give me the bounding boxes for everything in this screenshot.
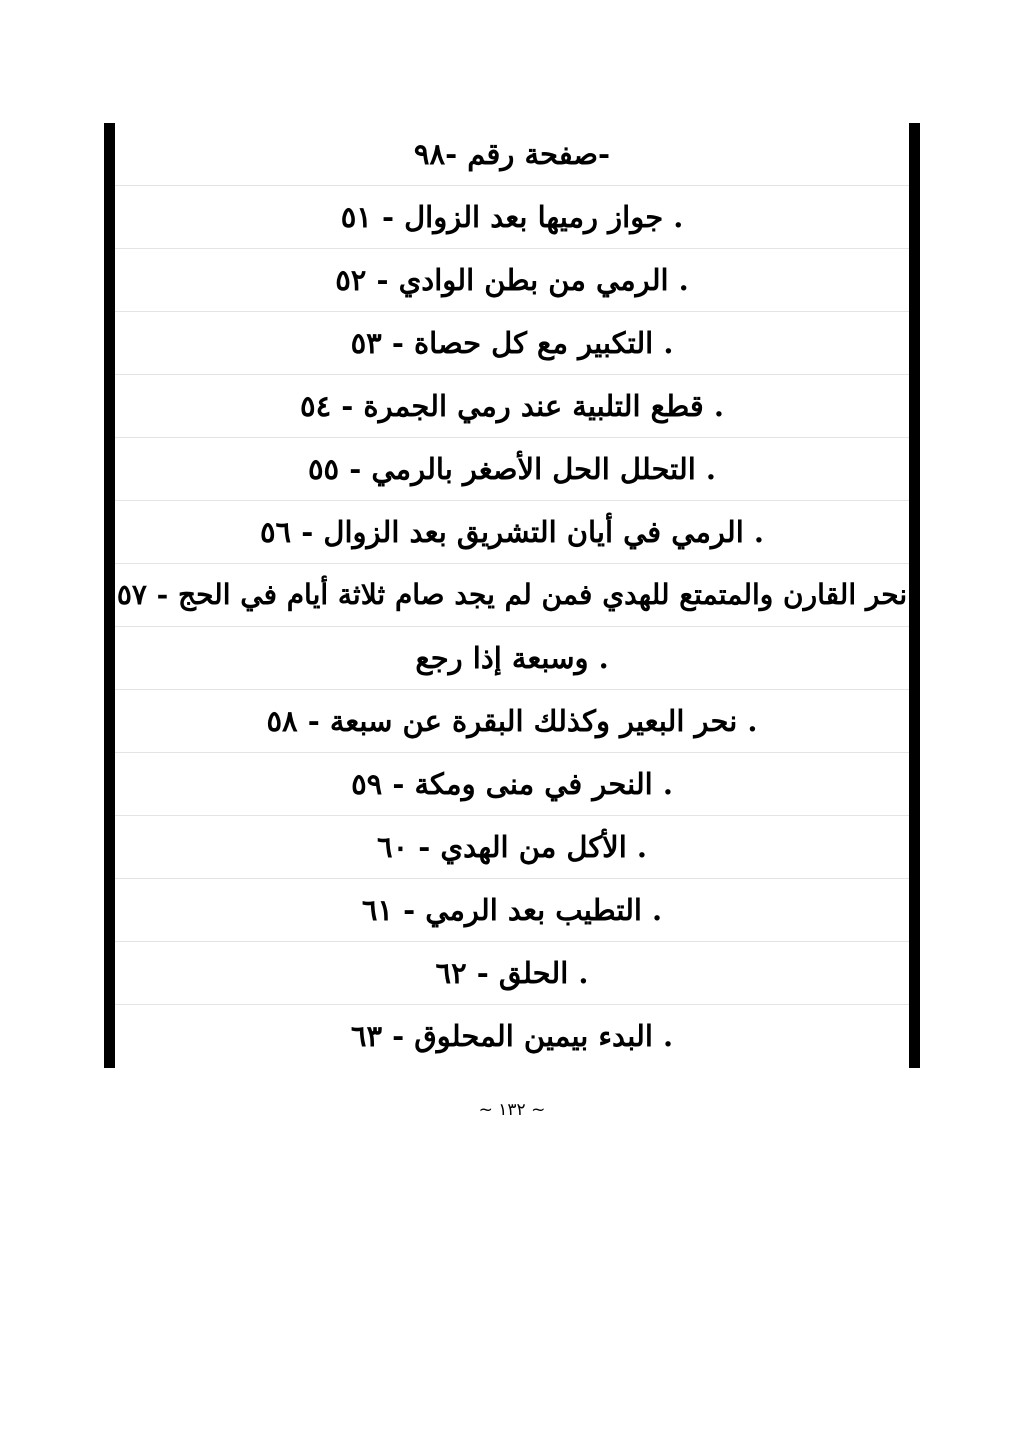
list-item: . الحلق - ٦٢ (115, 942, 909, 1005)
list-item: . الأكل من الهدي - ٦٠ (115, 816, 909, 879)
document-body (115, 123, 909, 1068)
left-frame-bar (104, 123, 115, 1068)
right-frame-bar (909, 123, 920, 1068)
list-item-continuation: . وسبعة إذا رجع (115, 627, 909, 690)
list-item: . البدء بيمين المحلوق - ٦٣ (350, 1019, 674, 1053)
list-item: . الرمي في أيان التشريق بعد الزوال - ٥٦ (115, 501, 909, 564)
list-item: . جواز رميها بعد الزوال - ٥١ (115, 186, 909, 249)
page-number: ~ ١٣٢ ~ (478, 1100, 546, 1120)
list-item: . النحر في منى ومكة - ٥٩ (115, 753, 909, 816)
list-item: . التكبير مع كل حصاة - ٥٣ (115, 312, 909, 375)
list-item: نحر القارن والمتمتع للهدي فمن لم يجد صام ثلاثة أيام في الحج - ٥٧ (115, 564, 909, 627)
list-item: . التحلل الحل الأصغر بالرمي - ٥٥ (115, 438, 909, 501)
list-item: . التطيب بعد الرمي - ٦١ (115, 879, 909, 942)
list-item: . قطع التلبية عند رمي الجمرة - ٥٤ (115, 375, 909, 438)
page-heading: -صفحة رقم -٩٨ (115, 123, 909, 186)
list-item: . نحر البعير وكذلك البقرة عن سبعة - ٥٨ (115, 690, 909, 753)
list-item: . الرمي من بطن الوادي - ٥٢ (115, 249, 909, 312)
